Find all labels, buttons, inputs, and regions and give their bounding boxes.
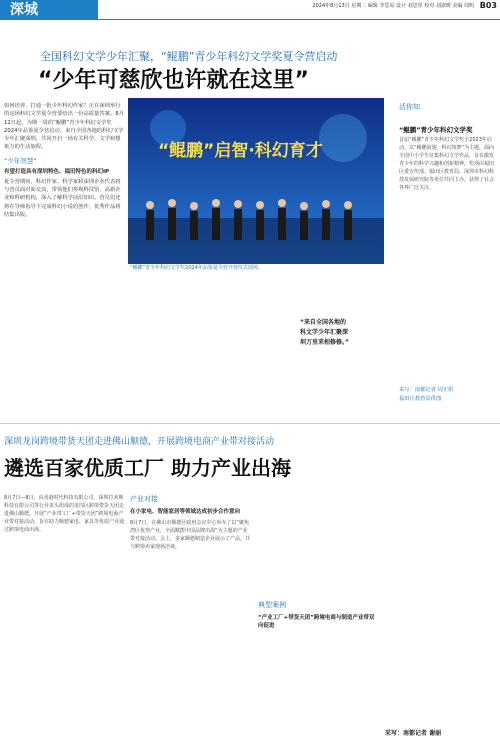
article1-subhead: “少年智慧” (4, 156, 37, 165)
section-title: 深城 (10, 2, 38, 18)
article2-credit: 采写：南都记者 谢丽 (385, 730, 442, 737)
section-divider (0, 423, 500, 424)
article2-sub-title: 在小家电、智能家居等领域达成初步合作意向 (130, 509, 241, 515)
article2-lead: 8月7日—8日，由香港时代科技有限公司、深圳拉米斯科技有限公司等行业龙头组成的龙岗区跨境带货天团走进佛山顺德，开展“产业带工厂+带货天团”跨境电商产业带对接活动，旨在助力顺德家电、家具等优质产业通过跨境电商出海。 (4, 495, 125, 533)
article1-lead-column (4, 102, 124, 219)
article2-col2 (130, 494, 250, 551)
article1-headline: “少年可慈欣也许就在这里” (38, 68, 309, 93)
article2-body: 8月7日，在佛山市顺德区政府会议中心举办了以“聚焦湾区优势产业，全面赋能中国品牌出海”为主题的产业带对接活动。会上，多家顺德制造企业展示了产品，并与跨境卖家现场洽谈。 (130, 520, 251, 550)
article2-typical-title: “产业工厂+带货天团”跨境电商与制造产业带双向促进 (258, 615, 375, 629)
article2-kicker: 深圳龙岗跨境带货天团走进佛山顺德，开展跨境电商产业带对接活动 (4, 437, 275, 447)
article2-typical-label: 典型案例 (258, 601, 286, 609)
article2-sub-label: 产业对接 (130, 495, 158, 503)
event-photo (128, 98, 384, 264)
photo-caption: “鲲鹏”青少年科幻文学奖2024年品鉴夏令营开营仪式现场。 (130, 265, 263, 271)
article1-body: 夏令营期间，科幻作家、科学家和深圳企业代表将与营员面对面交流，带领他们参观科技馆、高新企业和科研机构，深入了解科学前沿知识。营员们还将在导师指导下完成科幻小说的创作，优秀作品将结集出版。 (4, 178, 121, 218)
sidebar-body: 首届“鲲鹏”青少年科幻文学奖于2023年启动，以“鲲鹏展翅，科幻筑梦”为主题，面向全国中小学生征集科幻文学作品，旨在激发青少年的科学兴趣和创新精神。奖项由福田区委宣传部、福田区教育局、深圳市科幻科技发展研究院等单位共同主办，获得了社会各界广泛关注。 (399, 137, 495, 191)
page-number: B03 (479, 1, 497, 10)
sidebar-credit: 采写：南都记者 周正阳 福田区教育局供图 (399, 387, 454, 402)
pull-quote: “来自全国各地的科文学少年汇聚深圳万里来相修修。” (300, 319, 349, 346)
article2-case (258, 600, 378, 629)
masthead (0, 0, 500, 20)
sidebar-subtitle: “鲲鹏”青少年科幻文学奖 (399, 126, 473, 134)
event-photo-illustration (128, 98, 384, 264)
article2-headline: 遴选百家优质工厂 助力产业出海 (4, 456, 291, 480)
issue-info: 2024年8月13日 星期二 编辑 李思易 设计 刘思彤 校对 刘淑媛 美编 周明 (312, 3, 474, 9)
header-divider (0, 19, 500, 20)
event-banner-text: “鲲鹏”启智·科幻育才 (158, 141, 323, 161)
article1-kicker: 全国科幻文学少年汇聚，“鲲鹏”青少年科幻文学奖夏令营启动 (40, 50, 338, 63)
sidebar-title: 活你知 (399, 103, 420, 111)
article1-lead: 如何培养、打通一批少年科幻作家？正在深圳举行的这场科幻文学夏令营要给出一份高质量答案。8月12日起，为期一周的“鲲鹏”青少年科幻文学奖2024年品鉴夏令营启动。来自全国各地的科幻文学少年汇聚深圳，共同开启一场有关科学、文学和想象力的生动旅程。 (4, 103, 124, 151)
article1-subhead-detail: 有望打造具有深圳特色、福田特色的科幻IP (4, 168, 110, 175)
